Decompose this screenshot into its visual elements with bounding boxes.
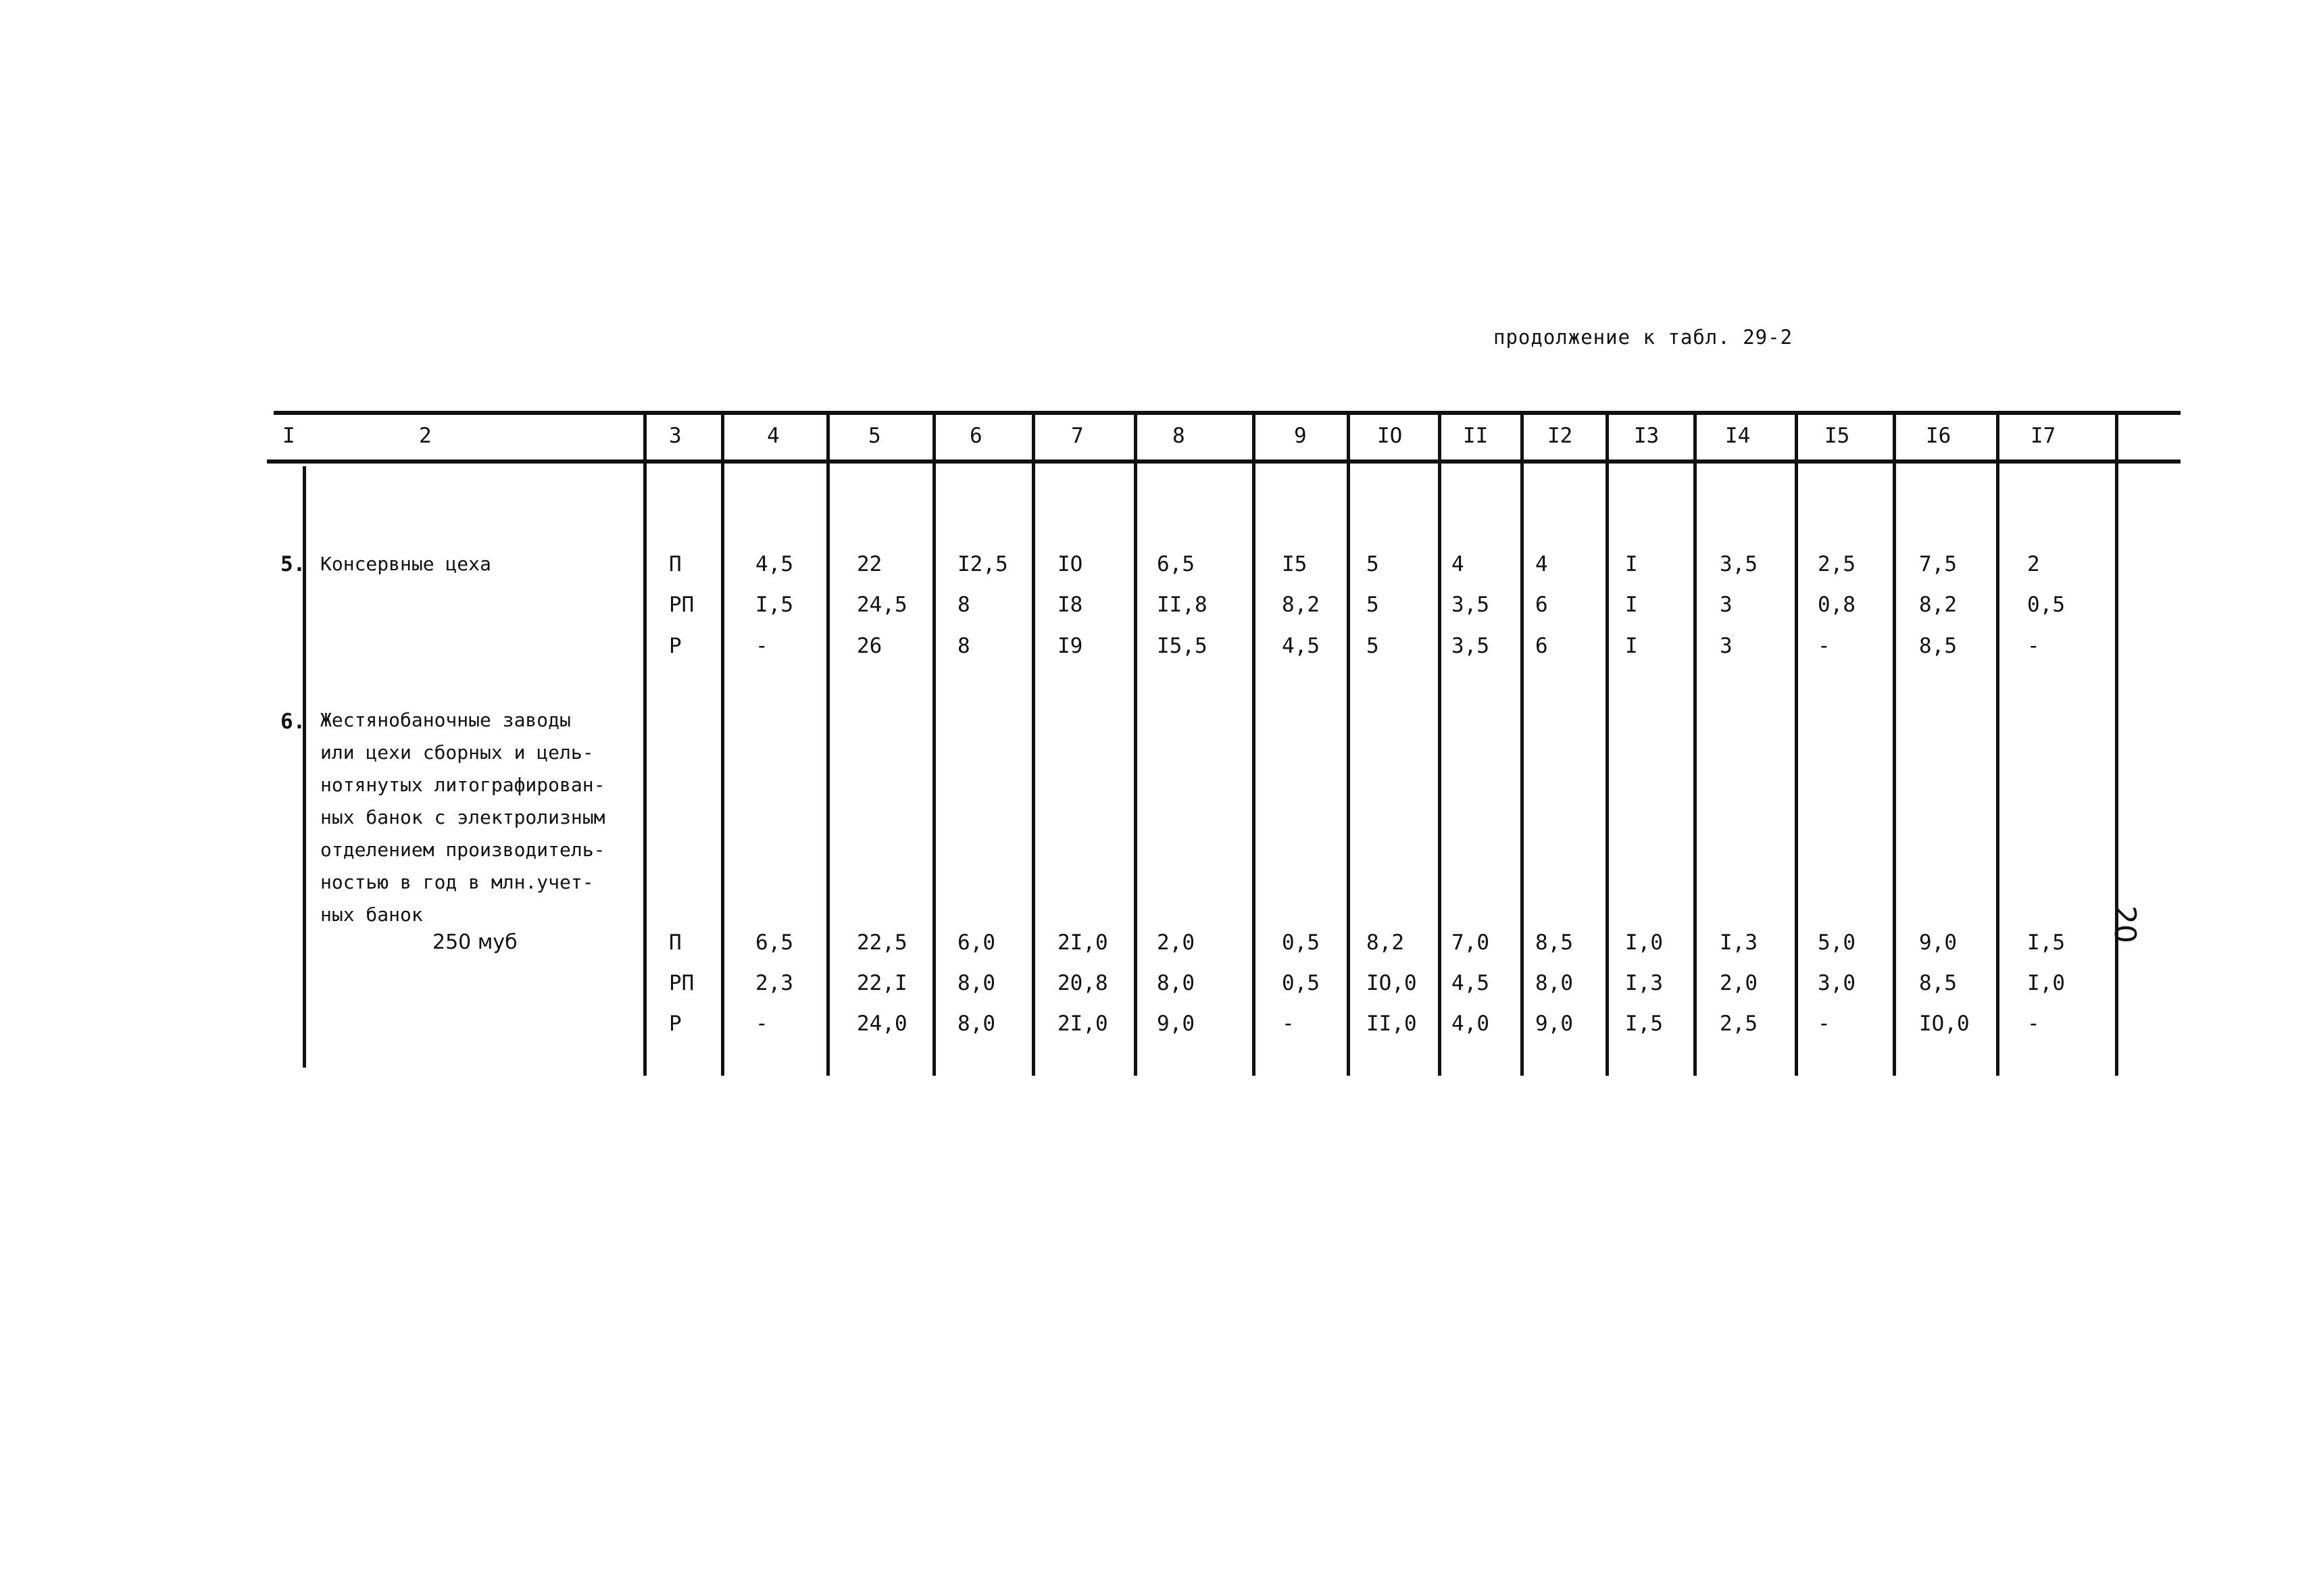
row-name-line: или цехи сборных и цель-: [320, 741, 594, 764]
row-number: 6.: [280, 709, 306, 734]
indicator-label: РП: [669, 971, 695, 995]
table-cell: 8,0: [1157, 971, 1195, 995]
indicator-label: Р: [669, 1012, 682, 1036]
column-header: I: [282, 424, 295, 448]
table-column-rule: [1252, 414, 1255, 1076]
table-column-rule: [932, 414, 936, 1076]
table-cell: I5,5: [1157, 634, 1208, 658]
row-name: [320, 548, 491, 580]
indicator-label: РП: [669, 593, 695, 617]
table-cell: 3,5: [1720, 552, 1758, 576]
table-cell: -: [755, 634, 768, 658]
table-column-rule: [1996, 414, 1999, 1076]
table-column-rule: [1134, 414, 1137, 1076]
table-cell: I,5: [2027, 930, 2065, 955]
table-column-rule: [1032, 414, 1035, 1076]
table-cell: 4,5: [1282, 634, 1320, 658]
table-cell: 8,5: [1919, 971, 1957, 995]
table-cell: 8: [957, 634, 970, 658]
indicator-label: П: [669, 930, 682, 955]
indicator-label: П: [669, 552, 682, 576]
table-cell: 8,0: [957, 1012, 995, 1036]
table-cell: 0,5: [1282, 930, 1320, 955]
table-column-rule: [2115, 414, 2118, 1076]
table-cell: IO,0: [1919, 1012, 1970, 1036]
table-cell: 2I,0: [1057, 930, 1108, 955]
column-header: I4: [1725, 424, 1751, 448]
column-header: I7: [2031, 424, 2056, 448]
table-cell: 6: [1535, 634, 1548, 658]
table-cell: 2: [2027, 552, 2040, 576]
table-cell: 4: [1535, 552, 1548, 576]
table-cell: I8: [1057, 593, 1083, 617]
table-cell: 2,0: [1157, 930, 1195, 955]
row-sub-label: 250 муб: [432, 930, 518, 954]
table-cell: 6,5: [755, 930, 793, 955]
row-name-line: ных банок с электролизным: [320, 806, 605, 828]
table-cell: I: [1625, 593, 1638, 617]
table-cell: -: [1818, 1012, 1831, 1036]
table-column-rule: [1893, 414, 1896, 1076]
table-cell: 3,5: [1451, 593, 1489, 617]
table-cell: 7,5: [1919, 552, 1957, 576]
table-cell: I: [1625, 552, 1638, 576]
table-cell: -: [2027, 634, 2040, 658]
table-cell: 5: [1366, 593, 1379, 617]
table-cell: 22,I: [857, 971, 907, 995]
table-cell: 6: [1535, 593, 1548, 617]
table-cell: I,5: [755, 593, 793, 617]
row-name-line: ностью в год в млн.учет-: [320, 871, 594, 893]
table-cell: 22: [857, 552, 882, 576]
table-column-rule: [643, 414, 647, 1076]
table-column-rule: [721, 414, 724, 1076]
column-header: II: [1463, 424, 1489, 448]
table-cell: I,0: [1625, 930, 1663, 955]
table-cell: 5: [1366, 552, 1379, 576]
column-header: 7: [1071, 424, 1084, 448]
table-cell: 2I,0: [1057, 1012, 1108, 1036]
page-number: 20: [2108, 905, 2142, 943]
table-cell: 6,5: [1157, 552, 1195, 576]
table-cell: 4,5: [755, 552, 793, 576]
table-cell: 0,5: [1282, 971, 1320, 995]
column-header: 6: [970, 424, 982, 448]
table-cell: 8,0: [957, 971, 995, 995]
table-caption: продолжение к табл. 29-2: [1493, 326, 1793, 349]
row-name-line: отделением производитель-: [320, 839, 605, 861]
indicator-label: Р: [669, 634, 682, 658]
table-cell: 24,5: [857, 593, 907, 617]
row-name-line: ных банок: [320, 903, 423, 926]
row-name-line: Жестянобаночные заводы: [320, 709, 571, 731]
table-cell: 5: [1366, 634, 1379, 658]
table-cell: II,8: [1157, 593, 1208, 617]
table-cell: 8,0: [1535, 971, 1573, 995]
table-cell: 0,5: [2027, 593, 2065, 617]
table-cell: 3: [1720, 634, 1733, 658]
table-cell: -: [755, 1012, 768, 1036]
table-column-rule: [1605, 414, 1609, 1076]
table-cell: 8,2: [1282, 593, 1320, 617]
table-column-rule: [1347, 414, 1350, 1076]
table-cell: I,3: [1720, 930, 1758, 955]
table-cell: IO,0: [1366, 971, 1417, 995]
column-header: 8: [1172, 424, 1185, 448]
column-header: 3: [669, 424, 682, 448]
table-cell: 3: [1720, 593, 1733, 617]
table-cell: 9,0: [1919, 930, 1957, 955]
table-cell: 6,0: [957, 930, 995, 955]
table-cell: 2,5: [1720, 1012, 1758, 1036]
table-column-rule: [1438, 414, 1441, 1076]
table-cell: I5: [1282, 552, 1308, 576]
table-cell: 2,3: [755, 971, 793, 995]
table-cell: 22,5: [857, 930, 907, 955]
table-column-rule: [1520, 414, 1524, 1076]
table-cell: II,0: [1366, 1012, 1417, 1036]
column-header: I6: [1926, 424, 1951, 448]
table-cell: 2,0: [1720, 971, 1758, 995]
row-name-line: нотянутых литографирован-: [320, 774, 605, 796]
table-cell: 8,2: [1366, 930, 1404, 955]
table-cell: 0,8: [1818, 593, 1856, 617]
row-number: 5.: [280, 552, 306, 576]
table-cell: I9: [1057, 634, 1083, 658]
column-header: I3: [1634, 424, 1660, 448]
table-cell: -: [1282, 1012, 1295, 1036]
table-cell: I2,5: [957, 552, 1008, 576]
table-cell: 9,0: [1157, 1012, 1195, 1036]
column-header: I2: [1547, 424, 1573, 448]
column-header: 9: [1294, 424, 1307, 448]
column-header: I5: [1824, 424, 1850, 448]
table-cell: IO: [1057, 552, 1083, 576]
column-header: 5: [868, 424, 881, 448]
table-cell: -: [1818, 634, 1831, 658]
table-cell: I,0: [2027, 971, 2065, 995]
table-cell: 20,8: [1057, 971, 1108, 995]
table-cell: 8,5: [1535, 930, 1573, 955]
table-column-rule: [1693, 414, 1697, 1076]
column-header: IO: [1377, 424, 1403, 448]
table-cell: 7,0: [1451, 930, 1489, 955]
row-name-line: Консервные цеха: [320, 553, 491, 575]
table-cell: 8,5: [1919, 634, 1957, 658]
table-cell: I,5: [1625, 1012, 1663, 1036]
table-cell: 9,0: [1535, 1012, 1573, 1036]
table-cell: -: [2027, 1012, 2040, 1036]
table-cell: I: [1625, 634, 1638, 658]
table-cell: 4: [1451, 552, 1464, 576]
table-cell: 5,0: [1818, 930, 1856, 955]
column-header: 2: [419, 424, 432, 448]
table-cell: 4,5: [1451, 971, 1489, 995]
table-column-rule: [826, 414, 830, 1076]
table-cell: 8,2: [1919, 593, 1957, 617]
table-cell: 4,0: [1451, 1012, 1489, 1036]
column-header: 4: [767, 424, 780, 448]
table-cell: I,3: [1625, 971, 1663, 995]
table-cell: 2,5: [1818, 552, 1856, 576]
table-cell: 3,5: [1451, 634, 1489, 658]
table-cell: 24,0: [857, 1012, 907, 1036]
table-column-rule: [1795, 414, 1798, 1076]
row-name: [320, 704, 605, 931]
table-cell: 26: [857, 634, 882, 658]
table-cell: 3,0: [1818, 971, 1856, 995]
table-cell: 8: [957, 593, 970, 617]
